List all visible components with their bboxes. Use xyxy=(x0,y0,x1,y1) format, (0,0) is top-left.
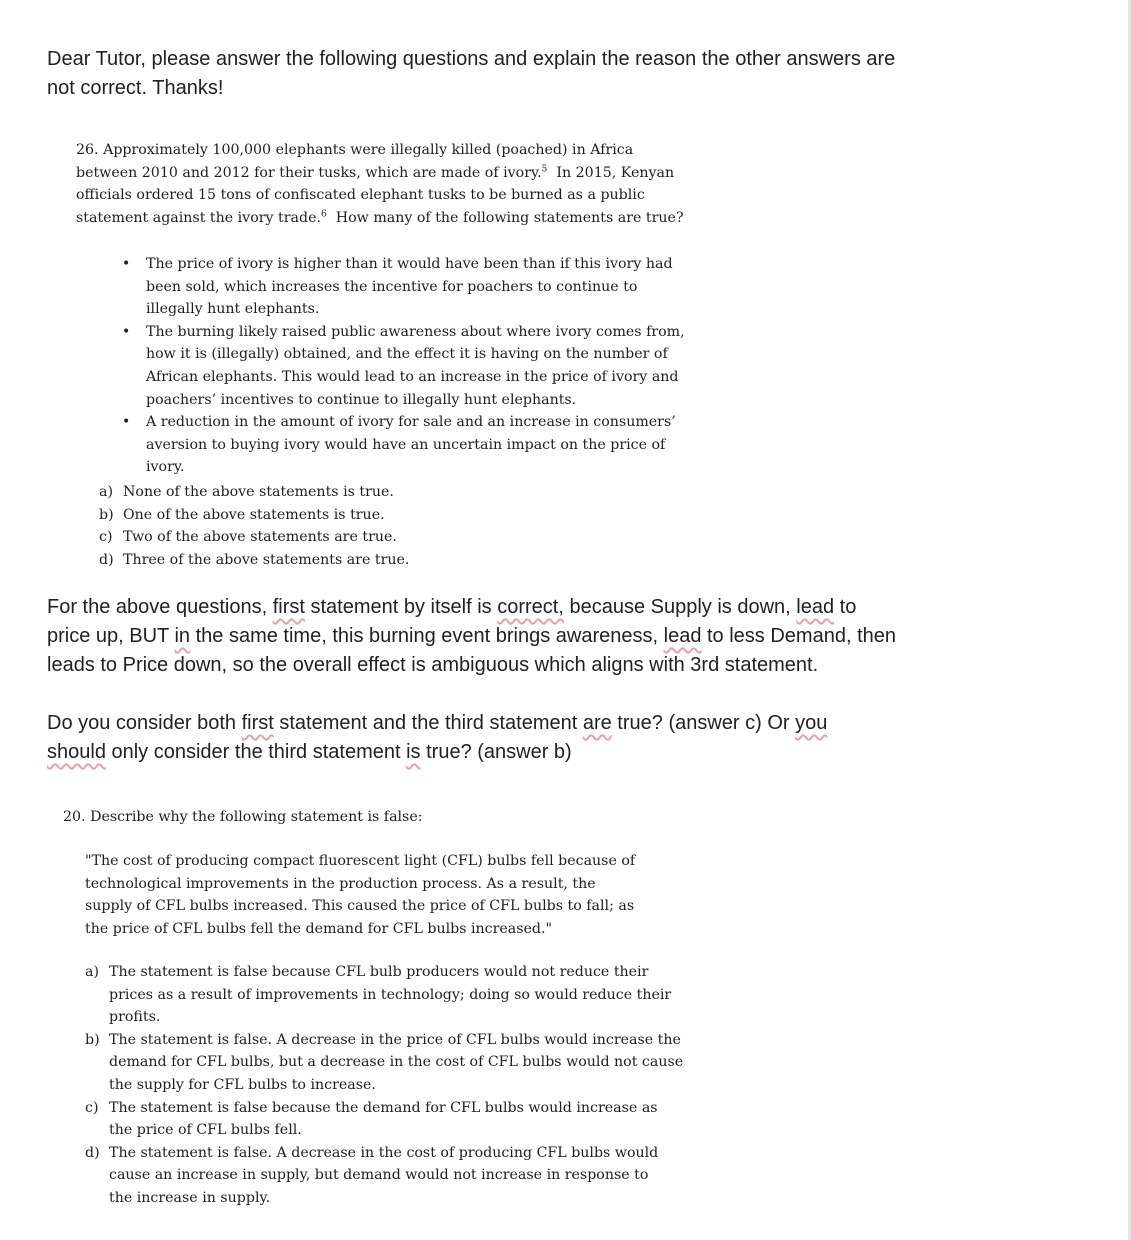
q26-stem-line-2-text: between 2010 and 2012 for their tusks, which are made of ivory. xyxy=(76,164,542,181)
q26-stem-line-2 xyxy=(76,162,684,185)
option-text: Two of the above statements are true. xyxy=(123,529,397,546)
option-line: the increase in supply. xyxy=(109,1189,271,1206)
q20-option-a xyxy=(85,961,683,1029)
intro-line-2: not correct. Thanks! xyxy=(47,77,224,99)
question-line-2 xyxy=(47,738,1047,767)
option-line: cause an increase in supply, but demand would not increase in response to xyxy=(109,1167,649,1184)
footnote-5: 5 xyxy=(541,163,548,174)
q20-quote-line: "The cost of producing compact fluorescent light (CFL) bulbs fell because of xyxy=(85,853,636,869)
comment-text: price up, BUT xyxy=(47,625,175,647)
q26-stem-line-1: 26. Approximately 100,000 elephants were illegally killed (poached) in Africa xyxy=(76,142,634,158)
q20-quote xyxy=(85,850,635,940)
option-key: a) xyxy=(85,964,99,980)
comment-line-1 xyxy=(47,593,1047,622)
comment-text: only consider the third statement xyxy=(105,741,407,763)
q26-bullet-1 xyxy=(122,253,685,321)
bullet-icon: • xyxy=(122,414,131,431)
option-key: c) xyxy=(85,1099,99,1116)
q26-bullet-1-line: The price of ivory is higher than it would have been than if this ivory had xyxy=(146,256,673,272)
q20-option-d xyxy=(85,1142,683,1210)
spellcheck-word[interactable]: lead xyxy=(663,625,702,647)
spellcheck-word[interactable]: are xyxy=(582,712,612,734)
q26-bullet-2 xyxy=(122,321,685,411)
spellcheck-word[interactable]: correct, xyxy=(497,596,564,618)
q26-bullet-1-line: been sold, which increases the incentive for poachers to continue to xyxy=(146,278,638,295)
question-26 xyxy=(76,139,684,229)
comment-text: true? (answer c) Or xyxy=(611,712,796,734)
student-comment xyxy=(47,593,1047,680)
q26-options xyxy=(99,481,410,571)
option-key: a) xyxy=(99,484,113,500)
q26-bullet-3-line: aversion to buying ivory would have an uncertain impact on the price of xyxy=(146,436,666,453)
question-20-stem xyxy=(63,806,423,829)
q26-stem-line-4-tail: How many of the following statements are true? xyxy=(335,209,684,226)
q26-bullets xyxy=(122,253,685,479)
option-text: Three of the above statements are true. xyxy=(123,551,410,568)
bullet-icon: • xyxy=(122,323,131,340)
comment-line-2 xyxy=(47,622,1047,651)
comment-text: because Supply is down, xyxy=(563,596,797,618)
option-key: d) xyxy=(85,1144,100,1161)
spellcheck-word[interactable]: is xyxy=(406,741,421,763)
comment-text: statement by itself is xyxy=(304,596,498,618)
option-text: None of the above statements is true. xyxy=(123,484,394,500)
q26-option-c xyxy=(99,526,409,549)
q20-stem: 20. Describe why the following statement is false: xyxy=(63,809,423,825)
q26-bullet-2-line: The burning likely raised public awareness about where ivory comes from, xyxy=(146,323,685,340)
intro-line-1: Dear Tutor, please answer the following questions and explain the reason the other answers are xyxy=(47,48,896,70)
q26-stem-line-3: officials ordered 15 tons of confiscated elephant tusks to be burned as a public xyxy=(76,187,645,204)
option-key: b) xyxy=(85,1031,100,1048)
q26-bullet-3-line: A reduction in the amount of ivory for sale and an increase in consumers’ xyxy=(146,414,676,431)
question-line-1 xyxy=(47,709,1047,738)
spellcheck-word[interactable]: first xyxy=(272,596,305,618)
q26-bullet-3 xyxy=(122,411,685,479)
comment-line-3: leads to Price down, so the overall effect is ambiguous which aligns with 3rd statement. xyxy=(47,654,819,676)
option-line: The statement is false. A decrease in the cost of producing CFL bulbs would xyxy=(109,1144,659,1161)
bullet-icon: • xyxy=(122,256,131,272)
comment-text: the same time, this burning event brings awareness, xyxy=(190,625,664,647)
option-line: The statement is false. A decrease in the price of CFL bulbs would increase the xyxy=(109,1031,681,1048)
q26-bullet-1-line: illegally hunt elephants. xyxy=(146,301,320,318)
comment-text: statement and the third statement xyxy=(273,712,583,734)
q26-bullet-3-line: ivory. xyxy=(146,459,185,476)
comment-text: For the above questions, xyxy=(47,596,273,618)
option-key: b) xyxy=(99,506,114,523)
q26-option-b xyxy=(99,504,409,527)
spellcheck-word[interactable]: you xyxy=(795,712,828,734)
option-line: demand for CFL bulbs, but a decrease in the cost of CFL bulbs would not cause xyxy=(109,1054,684,1071)
student-question xyxy=(47,709,1047,767)
q26-bullet-2-line: poachers’ incentives to continue to illegally hunt elephants. xyxy=(146,391,577,408)
q26-stem-line-2-tail: In 2015, Kenyan xyxy=(556,164,675,181)
option-key: c) xyxy=(99,529,113,546)
q26-option-a xyxy=(99,481,409,504)
spellcheck-word[interactable]: in xyxy=(174,625,191,647)
intro-message xyxy=(47,45,1047,103)
option-line: The statement is false because CFL bulb producers would not reduce their xyxy=(109,964,649,980)
q20-quote-line: technological improvements in the production process. As a result, the xyxy=(85,875,596,892)
q20-option-c xyxy=(85,1097,683,1142)
q26-bullet-2-line: how it is (illegally) obtained, and the effect it is having on the number of xyxy=(146,346,668,363)
q20-options xyxy=(85,961,684,1210)
option-line: profits. xyxy=(109,1009,161,1026)
comment-text: true? (answer b) xyxy=(420,741,572,763)
option-text: One of the above statements is true. xyxy=(123,506,385,523)
option-line: The statement is false because the demand for CFL bulbs would increase as xyxy=(109,1099,658,1116)
spellcheck-word[interactable]: should xyxy=(47,741,106,763)
option-line: prices as a result of improvements in technology; doing so would reduce their xyxy=(109,986,672,1003)
option-key: d) xyxy=(99,551,114,568)
footnote-6: 6 xyxy=(320,209,327,220)
comment-text: Do you consider both xyxy=(47,712,242,734)
comment-text: to less Demand, then xyxy=(701,625,896,647)
q26-option-d xyxy=(99,549,410,572)
spellcheck-word[interactable]: lead xyxy=(796,596,835,618)
q26-bullet-2-line: African elephants. This would lead to an increase in the price of ivory and xyxy=(146,368,679,385)
option-line: the supply for CFL bulbs to increase. xyxy=(109,1076,376,1093)
q20-quote-line: supply of CFL bulbs increased. This caused the price of CFL bulbs to fall; as xyxy=(85,898,635,915)
q20-option-b xyxy=(85,1029,684,1097)
option-line: the price of CFL bulbs fell. xyxy=(109,1122,302,1139)
comment-text: to xyxy=(834,596,857,618)
q26-stem-line-4 xyxy=(76,207,684,230)
spellcheck-word[interactable]: first xyxy=(241,712,274,734)
q26-stem-line-4-text: statement against the ivory trade. xyxy=(76,209,321,226)
q20-quote-line: the price of CFL bulbs fell the demand for CFL bulbs increased." xyxy=(85,920,553,937)
